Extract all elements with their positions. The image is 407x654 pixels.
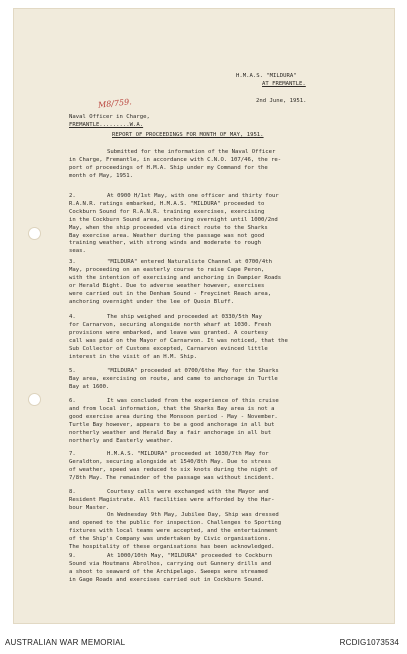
- paragraph-line: Sound via Houtmans Abrolhos, carrying out Gunnery drills and: [69, 560, 272, 567]
- paragraph-line: bour Master.: [69, 504, 110, 511]
- paragraph-line: interest in the visit of an H.M. Ship.: [69, 353, 197, 360]
- paragraph-number: 8.: [69, 489, 76, 495]
- paragraph-line: Bay area, exercising on route, and came to anchorage in Turtle: [69, 375, 278, 382]
- paragraph-line: and opened to the public for inspection. Challenges to Sporting: [69, 519, 282, 526]
- paragraph-line: training weather, with strong winds and moderate to rough: [69, 240, 261, 247]
- report-paragraph: [69, 512, 369, 552]
- footer-record-id: RCDIG1073534: [339, 638, 399, 647]
- report-paragraph: [69, 314, 369, 361]
- paragraph-line: and from local information, that the Sharks Bay area is not a: [69, 405, 275, 412]
- intro-line: month of May, 1951.: [69, 172, 133, 179]
- paragraph-number: 6.: [69, 398, 76, 404]
- paragraph-line: The hospitality of these organisations has been acknowledged.: [69, 543, 275, 550]
- paragraph-line: a shoot to seaward of the Archipelago. Sweeps were streamed: [69, 568, 268, 575]
- punch-hole: [28, 227, 41, 240]
- paragraph-line: At 0900 H/1st May, with one officer and thirty four: [107, 193, 279, 199]
- report-paragraph: [69, 451, 369, 483]
- paragraph-line: The ship weighed and proceeded at 0330/5th May: [107, 314, 262, 320]
- paragraph-line: 7/8th May. The remainder of the passage was without incident.: [69, 474, 275, 481]
- document-page: [13, 8, 395, 624]
- paragraph-line: in the Cockburn Sound area, anchoring overnight until 1000/2nd: [69, 216, 278, 223]
- paragraph-number: 3.: [69, 259, 76, 265]
- paragraph-line: were carried out in the Denham Sound - Freycinet Reach area,: [69, 290, 272, 297]
- paragraph-line: May, proceeding on an easterly course to raise Cape Peron,: [69, 266, 265, 273]
- paragraph-line: in Gage Roads and exercises carried out in Cockburn Sound.: [69, 576, 265, 583]
- report-paragraph: [69, 553, 369, 585]
- paragraph-line: R.A.N.R. ratings embarked, H.M.A.S. "MILDURA" proceeded to: [69, 200, 265, 207]
- addressee-line-1: Naval Officer in Charge,: [69, 114, 150, 120]
- paragraph-number: 7.: [69, 451, 76, 457]
- intro-line: port of proceedings of H.M.A. Ship under my Command for the: [69, 164, 268, 171]
- paragraph-line: anchoring overnight under the lee of Quoin Bluff.: [69, 298, 235, 305]
- paragraph-line: of weather, speed was reduced to six knots during the night of: [69, 466, 278, 473]
- paragraph-line: On Wednesday 9th May, Jubilee Day, Ship was dressed: [107, 512, 279, 518]
- paragraph-line: Resident Magistrate. All facilities were afforded by the Har-: [69, 496, 275, 503]
- intro-paragraph: [69, 149, 369, 181]
- paragraph-line: It was concluded from the experience of this cruise: [107, 398, 279, 404]
- paragraph-line: Bay at 1600.: [69, 383, 110, 390]
- intro-line: Submitted for the information of the Naval Officer: [107, 149, 276, 155]
- paragraph-line: good exercise area during the Monsoon period - May - November.: [69, 413, 278, 420]
- paragraph-number: 4.: [69, 314, 76, 320]
- intro-line: in Charge, Fremantle, in accordance with C.N.O. 107/46, the re-: [69, 156, 282, 163]
- paragraph-line: or Herald Bight. Due to adverse weather however, exercises: [69, 282, 265, 289]
- paragraph-line: Turtle Bay however, appears to be a good anchorage in all but: [69, 421, 275, 428]
- ship-name: H.M.A.S. "MILDURA": [236, 73, 297, 79]
- paragraph-line: northerly weather and Herald Bay a fair anchorage in all but: [69, 429, 272, 436]
- report-paragraph: [69, 489, 369, 513]
- paragraph-line: Cockburn Sound for R.A.N.R. training exercises, exercising: [69, 208, 265, 215]
- document-date: 2nd June, 1951.: [256, 98, 307, 104]
- paragraph-line: seas.: [69, 248, 86, 255]
- paragraph-line: Courtesy calls were exchanged with the Mayor and: [107, 489, 269, 495]
- paragraph-number: 5.: [69, 368, 76, 374]
- paragraph-line: of the Ship's Company was undertaken by Civic organisations.: [69, 535, 272, 542]
- paragraph-line: "MILDURA" entered Naturaliste Channel at 0700/4th: [107, 259, 273, 265]
- paragraph-line: call was paid on the Mayor of Carnarvon. It was noticed, that the: [69, 337, 288, 344]
- paragraph-line: for Carnarvon, securing alongside north wharf at 1030. Fresh: [69, 321, 272, 328]
- report-paragraph: [69, 259, 369, 306]
- ship-location: AT FREMANTLE.: [262, 81, 306, 87]
- report-paragraph: [69, 398, 369, 445]
- paragraph-line: H.M.A.S. "MILDURA" proceeded at 1030/7th May for: [107, 451, 269, 457]
- handwritten-reference: M8/759.: [97, 97, 133, 110]
- paragraph-number: 2.: [69, 193, 76, 199]
- paragraph-line: fixtures with local teams were accepted, and the entertainment: [69, 527, 278, 534]
- report-subject: REPORT OF PROCEEDINGS FOR MONTH OF MAY, 1951.: [112, 132, 264, 138]
- paragraph-line: northerly and Easterly weather.: [69, 437, 174, 444]
- footer-archive-name: AUSTRALIAN WAR MEMORIAL: [5, 638, 126, 647]
- paragraph-line: Geraldton, securing alongside at 1540/8th May. Due to stress: [69, 458, 272, 465]
- paragraph-line: Sub Collector of Customs excepted, Carnarvon evinced little: [69, 345, 268, 352]
- paragraph-line: provisions were embarked, and leave was granted. A courtesy: [69, 329, 268, 336]
- paragraph-line: with the intention of exercising and anchoring in Dampier Roads: [69, 274, 282, 281]
- punch-hole: [28, 393, 41, 406]
- paragraph-line: At 1000/10th May, "MILDURA" proceeded to Cockburn: [107, 553, 273, 559]
- paragraph-number: 9.: [69, 553, 76, 559]
- paragraph-line: "MILDURA" proceeded at 0700/6the May for the Sharks: [107, 368, 279, 374]
- paragraph-line: May, when the ship proceeded via direct route to the Sharks: [69, 224, 268, 231]
- report-paragraph: [69, 368, 369, 392]
- paragraph-line: Bay exercise area. Weather during the passage was not good: [69, 232, 265, 239]
- addressee-line-2: FREMANTLE.........W.A.: [69, 122, 144, 128]
- report-paragraph: [69, 193, 369, 256]
